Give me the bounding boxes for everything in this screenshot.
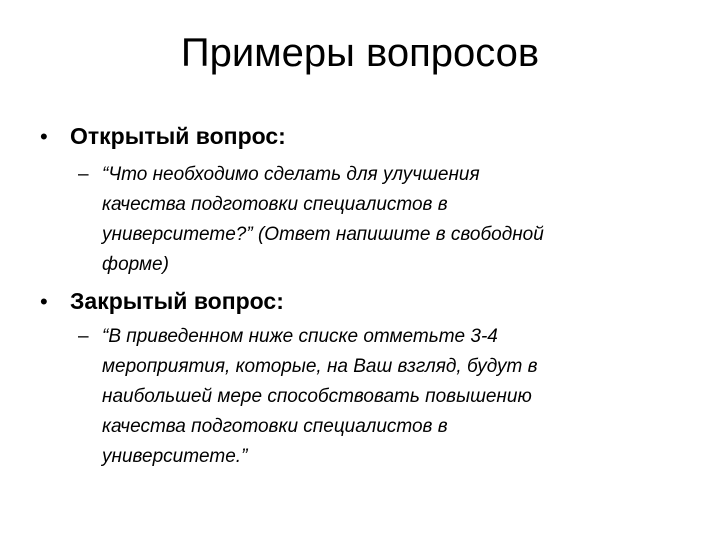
slide-title: Примеры вопросов <box>180 31 540 75</box>
closed-question-heading: Закрытый вопрос: <box>70 288 284 314</box>
dash-icon: – <box>78 326 89 347</box>
open-question-text: “Что необходимо сделать для улучшения качества подготовки специалистов в университете?” (Ответ напишите в свободной форме) <box>102 164 544 275</box>
bullet-point-icon: • <box>40 289 48 314</box>
open-question-example <box>78 160 692 280</box>
bullet-point-icon: • <box>40 124 48 149</box>
bullet-open-question <box>40 121 286 152</box>
closed-question-text: “В приведенном ниже списке отметьте 3-4 мероприятия, которые, на Ваш взгляд, будут в наибольшей мере способствовать повышению качества подготовки специалистов в университете.” <box>102 326 538 467</box>
closed-question-example <box>78 322 692 472</box>
dash-icon: – <box>78 164 89 185</box>
open-question-heading: Открытый вопрос: <box>70 123 286 149</box>
bullet-closed-question <box>40 286 284 317</box>
